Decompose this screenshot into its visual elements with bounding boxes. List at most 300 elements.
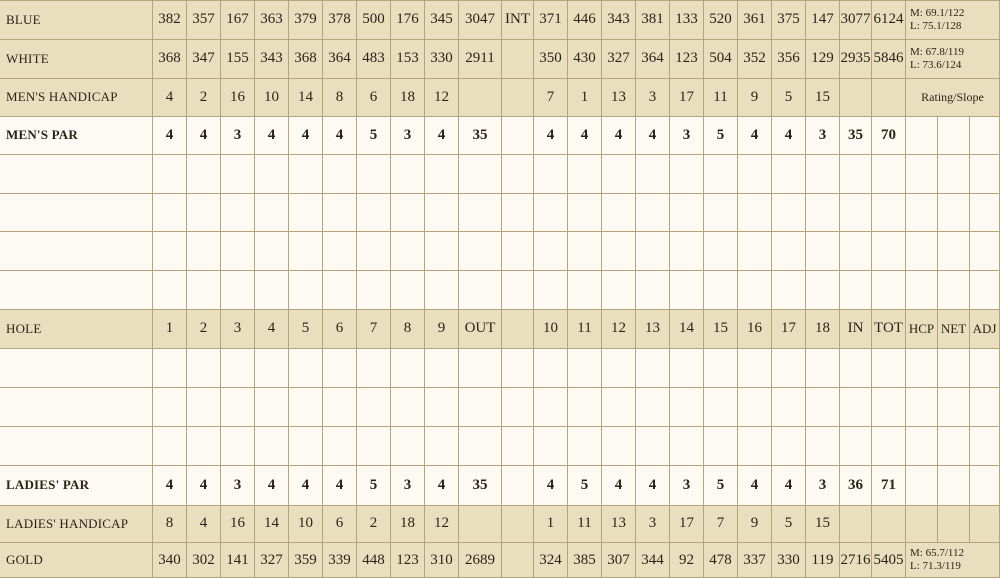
hole-cell: 6	[323, 505, 357, 542]
hole-cell: 9	[738, 505, 772, 542]
hole-cell: 3	[806, 465, 840, 505]
hole-cell: 364	[636, 39, 670, 78]
grid-line	[0, 39, 1000, 40]
hole-cell: 500	[357, 0, 391, 39]
hole-cell: 5	[289, 309, 323, 348]
hole-cell: 339	[323, 542, 357, 578]
scorecard-row	[0, 387, 1000, 426]
int-cell	[502, 154, 534, 193]
hole-cell: 18	[391, 505, 425, 542]
hole-cell: 378	[323, 0, 357, 39]
hole-cell	[425, 154, 459, 193]
hole-cell	[602, 270, 636, 309]
hole-cell: 7	[357, 309, 391, 348]
hole-cell	[357, 348, 391, 387]
out-cell: 2911	[459, 39, 502, 78]
hole-cell	[187, 270, 221, 309]
hole-cell	[255, 231, 289, 270]
hole-cell	[425, 426, 459, 465]
hole-cell	[425, 193, 459, 231]
hole-cell	[602, 387, 636, 426]
hole-cell	[670, 231, 704, 270]
tot-cell: TOT	[872, 309, 906, 348]
hole-cell: 16	[221, 78, 255, 116]
hole-cell	[391, 154, 425, 193]
hole-cell: 4	[738, 116, 772, 154]
out-cell	[459, 231, 502, 270]
in-cell	[840, 270, 872, 309]
grid-line	[0, 426, 1000, 427]
hole-cell	[704, 154, 738, 193]
hole-cell	[255, 270, 289, 309]
hole-cell: 1	[153, 309, 187, 348]
hole-cell	[221, 231, 255, 270]
hole-cell	[738, 154, 772, 193]
grid-line	[0, 231, 1000, 232]
hole-cell: 430	[568, 39, 602, 78]
hole-cell: 4	[568, 116, 602, 154]
hole-cell	[357, 426, 391, 465]
extra-cell	[906, 505, 938, 542]
hole-cell	[187, 426, 221, 465]
int-cell	[502, 116, 534, 154]
hole-cell: 4	[289, 116, 323, 154]
extra-cell	[906, 387, 938, 426]
grid-line	[0, 309, 1000, 310]
hole-cell	[357, 231, 391, 270]
out-cell	[459, 154, 502, 193]
hole-cell: 5	[704, 465, 738, 505]
grid-line	[0, 116, 1000, 117]
grid-line	[0, 193, 1000, 194]
row-label: BLUE	[0, 0, 153, 39]
hole-cell: 356	[772, 39, 806, 78]
hole-cell: 3	[221, 116, 255, 154]
hole-cell: 3	[221, 309, 255, 348]
hole-cell: 1	[534, 505, 568, 542]
row-label	[0, 270, 153, 309]
hole-cell: 11	[704, 78, 738, 116]
hole-cell: 379	[289, 0, 323, 39]
hole-cell: 147	[806, 0, 840, 39]
extra-cell	[938, 465, 970, 505]
hole-cell	[289, 270, 323, 309]
extra-cell	[938, 348, 970, 387]
extra-col-header: ADJ	[970, 309, 1000, 348]
hole-cell	[534, 270, 568, 309]
out-cell	[459, 270, 502, 309]
row-label	[0, 193, 153, 231]
extra-cell	[970, 387, 1000, 426]
hole-cell: 8	[153, 505, 187, 542]
int-cell	[502, 231, 534, 270]
hole-cell	[636, 270, 670, 309]
scorecard-row	[0, 542, 1000, 578]
hole-cell: 4	[255, 465, 289, 505]
extra-cell	[970, 426, 1000, 465]
hole-cell	[636, 426, 670, 465]
hole-cell	[357, 154, 391, 193]
tot-cell	[872, 193, 906, 231]
hole-cell: 5	[772, 505, 806, 542]
hole-cell	[289, 426, 323, 465]
row-label	[0, 426, 153, 465]
hole-cell: 14	[255, 505, 289, 542]
scorecard-row	[0, 116, 1000, 154]
hole-cell: 385	[568, 542, 602, 578]
extra-cell	[938, 387, 970, 426]
hole-cell	[391, 426, 425, 465]
hole-cell: 4	[636, 116, 670, 154]
hole-cell	[738, 426, 772, 465]
hole-cell: 13	[602, 78, 636, 116]
hole-cell	[670, 426, 704, 465]
hole-cell	[534, 387, 568, 426]
hole-cell: 10	[255, 78, 289, 116]
hole-cell: 4	[602, 465, 636, 505]
hole-cell: 4	[255, 116, 289, 154]
extra-cell	[970, 465, 1000, 505]
hole-cell: 15	[806, 78, 840, 116]
tot-cell	[872, 387, 906, 426]
hole-cell	[534, 231, 568, 270]
tot-cell	[872, 348, 906, 387]
hole-cell: 6	[357, 78, 391, 116]
hole-cell: 478	[704, 542, 738, 578]
hole-cell	[391, 231, 425, 270]
row-label: GOLD	[0, 542, 153, 578]
tot-cell	[872, 78, 906, 116]
hole-cell	[704, 270, 738, 309]
hole-cell: 10	[289, 505, 323, 542]
hole-cell: 14	[670, 309, 704, 348]
hole-cell: 15	[704, 309, 738, 348]
hole-cell	[323, 270, 357, 309]
hole-cell	[704, 231, 738, 270]
hole-cell: 2	[187, 78, 221, 116]
row-label: LADIES' HANDICAP	[0, 505, 153, 542]
hole-cell	[772, 270, 806, 309]
hole-cell: 5	[772, 78, 806, 116]
hole-cell: 375	[772, 0, 806, 39]
hole-cell: 4	[153, 116, 187, 154]
extra-cell	[970, 505, 1000, 542]
hole-cell: 3	[391, 116, 425, 154]
hole-cell: 92	[670, 542, 704, 578]
hole-cell	[391, 387, 425, 426]
scorecard-row	[0, 348, 1000, 387]
rating-slope	[906, 0, 1000, 39]
hole-cell: 343	[602, 0, 636, 39]
hole-cell: 5	[704, 116, 738, 154]
out-cell	[459, 426, 502, 465]
hole-cell: 504	[704, 39, 738, 78]
hole-cell: 357	[187, 0, 221, 39]
scorecard-row	[0, 0, 1000, 39]
hole-cell: 4	[738, 465, 772, 505]
hole-cell: 4	[323, 465, 357, 505]
grid-line	[0, 505, 1000, 506]
grid-line	[0, 387, 1000, 388]
out-cell: 35	[459, 465, 502, 505]
scorecard-row	[0, 309, 1000, 348]
scorecard-row	[0, 505, 1000, 542]
hole-cell: 12	[602, 309, 636, 348]
hole-cell: 13	[636, 309, 670, 348]
hole-cell: 3	[670, 465, 704, 505]
hole-cell	[153, 231, 187, 270]
out-cell: OUT	[459, 309, 502, 348]
hole-cell	[153, 154, 187, 193]
hole-cell: 359	[289, 542, 323, 578]
hole-cell	[772, 348, 806, 387]
hole-cell: 119	[806, 542, 840, 578]
hole-cell: 16	[738, 309, 772, 348]
hole-cell	[255, 426, 289, 465]
hole-cell: 133	[670, 0, 704, 39]
hole-cell	[636, 387, 670, 426]
in-cell	[840, 193, 872, 231]
hole-cell: 5	[357, 116, 391, 154]
grid-line	[0, 465, 1000, 466]
hole-cell: 155	[221, 39, 255, 78]
hole-cell	[221, 387, 255, 426]
hole-cell	[670, 348, 704, 387]
in-cell	[840, 505, 872, 542]
hole-cell	[255, 348, 289, 387]
extra-cell	[938, 193, 970, 231]
tot-cell: 71	[872, 465, 906, 505]
int-cell	[502, 426, 534, 465]
hole-cell: 368	[289, 39, 323, 78]
in-cell: 35	[840, 116, 872, 154]
extra-cell	[938, 426, 970, 465]
hole-cell	[636, 154, 670, 193]
rating-line: M: 69.1/122	[910, 6, 965, 19]
hole-cell: 6	[323, 309, 357, 348]
hole-cell	[806, 426, 840, 465]
hole-cell: 10	[534, 309, 568, 348]
in-cell	[840, 348, 872, 387]
hole-cell: 343	[255, 39, 289, 78]
in-cell: 2935	[840, 39, 872, 78]
hole-cell	[602, 348, 636, 387]
hole-cell	[670, 154, 704, 193]
hole-cell	[323, 154, 357, 193]
hole-cell	[289, 231, 323, 270]
hole-cell	[425, 387, 459, 426]
hole-cell: 4	[534, 465, 568, 505]
hole-cell	[568, 154, 602, 193]
hole-cell: 4	[187, 465, 221, 505]
hole-cell: 4	[602, 116, 636, 154]
extra-col-header: HCP	[906, 309, 938, 348]
rating-line: M: 67.8/119	[910, 45, 964, 58]
hole-cell	[738, 193, 772, 231]
hole-cell: 123	[670, 39, 704, 78]
tot-cell: 6124	[872, 0, 906, 39]
in-cell	[840, 387, 872, 426]
hole-cell: 8	[323, 78, 357, 116]
hole-cell: 18	[391, 78, 425, 116]
hole-cell	[738, 231, 772, 270]
int-cell	[502, 387, 534, 426]
in-cell	[840, 78, 872, 116]
hole-cell: 3	[221, 465, 255, 505]
hole-cell: 17	[772, 309, 806, 348]
int-cell: INT	[502, 0, 534, 39]
out-cell: 2689	[459, 542, 502, 578]
extra-cell	[970, 116, 1000, 154]
hole-cell	[425, 231, 459, 270]
hole-cell: 9	[738, 78, 772, 116]
row-label: WHITE	[0, 39, 153, 78]
hole-cell	[187, 154, 221, 193]
hole-cell: 15	[806, 505, 840, 542]
hole-cell	[187, 193, 221, 231]
grid-line	[0, 542, 1000, 543]
rating-slope	[906, 39, 1000, 78]
int-cell	[502, 270, 534, 309]
hole-cell: 347	[187, 39, 221, 78]
hole-cell: 141	[221, 542, 255, 578]
hole-cell	[289, 154, 323, 193]
int-cell	[502, 39, 534, 78]
grid-line	[0, 270, 1000, 271]
tot-cell	[872, 505, 906, 542]
hole-cell	[221, 270, 255, 309]
hole-cell	[357, 193, 391, 231]
hole-cell: 129	[806, 39, 840, 78]
hole-cell	[670, 270, 704, 309]
hole-cell: 4	[187, 116, 221, 154]
hole-cell	[738, 348, 772, 387]
hole-cell: 330	[425, 39, 459, 78]
tot-cell	[872, 231, 906, 270]
row-label	[0, 348, 153, 387]
out-cell: 3047	[459, 0, 502, 39]
hole-cell	[289, 348, 323, 387]
hole-cell	[806, 348, 840, 387]
hole-cell	[704, 193, 738, 231]
int-cell	[502, 193, 534, 231]
extra-cell	[906, 193, 938, 231]
hole-cell	[221, 154, 255, 193]
hole-cell: 17	[670, 505, 704, 542]
hole-cell: 4	[153, 465, 187, 505]
hole-cell	[153, 270, 187, 309]
hole-cell	[153, 193, 187, 231]
hole-cell: 327	[255, 542, 289, 578]
scorecard-row	[0, 78, 1000, 116]
hole-cell	[255, 193, 289, 231]
hole-cell: 381	[636, 0, 670, 39]
row-label	[0, 387, 153, 426]
hole-cell	[357, 270, 391, 309]
hole-cell	[806, 387, 840, 426]
hole-cell: 361	[738, 0, 772, 39]
hole-cell: 3	[636, 78, 670, 116]
extra-cell	[938, 231, 970, 270]
scorecard-row	[0, 231, 1000, 270]
hole-cell	[602, 193, 636, 231]
hole-cell	[153, 387, 187, 426]
hole-cell: 18	[806, 309, 840, 348]
tot-cell	[872, 426, 906, 465]
in-cell: IN	[840, 309, 872, 348]
tot-cell	[872, 154, 906, 193]
hole-cell	[568, 348, 602, 387]
extra-cell	[938, 505, 970, 542]
in-cell	[840, 231, 872, 270]
hole-cell	[738, 387, 772, 426]
row-label: HOLE	[0, 309, 153, 348]
hole-cell	[772, 193, 806, 231]
hole-cell	[602, 426, 636, 465]
scorecard-row	[0, 154, 1000, 193]
hole-cell	[425, 270, 459, 309]
hole-cell: 4	[425, 465, 459, 505]
hole-cell: 5	[568, 465, 602, 505]
hole-cell: 382	[153, 0, 187, 39]
extra-cell	[970, 154, 1000, 193]
grid-line	[0, 0, 1000, 1]
out-cell	[459, 387, 502, 426]
hole-cell: 4	[289, 465, 323, 505]
int-cell	[502, 348, 534, 387]
int-cell	[502, 309, 534, 348]
hole-cell	[670, 193, 704, 231]
hole-cell	[772, 231, 806, 270]
grid-line	[0, 154, 1000, 155]
hole-cell: 167	[221, 0, 255, 39]
hole-cell: 123	[391, 542, 425, 578]
in-cell: 36	[840, 465, 872, 505]
hole-cell: 371	[534, 0, 568, 39]
hole-cell	[289, 387, 323, 426]
hole-cell	[534, 426, 568, 465]
hole-cell	[255, 154, 289, 193]
extra-cell	[970, 193, 1000, 231]
hole-cell	[323, 231, 357, 270]
hole-cell: 310	[425, 542, 459, 578]
hole-cell: 9	[425, 309, 459, 348]
hole-cell	[187, 348, 221, 387]
hole-cell: 3	[636, 505, 670, 542]
tot-cell	[872, 270, 906, 309]
hole-cell	[704, 387, 738, 426]
row-label: MEN'S PAR	[0, 116, 153, 154]
int-cell	[502, 78, 534, 116]
hole-cell: 4	[534, 116, 568, 154]
out-cell: 35	[459, 116, 502, 154]
hole-cell: 16	[221, 505, 255, 542]
hole-cell	[670, 387, 704, 426]
hole-cell	[153, 348, 187, 387]
hole-cell	[568, 193, 602, 231]
scorecard-row	[0, 193, 1000, 231]
hole-cell: 1	[568, 78, 602, 116]
hole-cell: 7	[534, 78, 568, 116]
hole-cell	[323, 193, 357, 231]
hole-cell	[221, 426, 255, 465]
hole-cell	[636, 231, 670, 270]
extra-cell	[906, 116, 938, 154]
hole-cell	[568, 231, 602, 270]
hole-cell: 368	[153, 39, 187, 78]
grid-line	[0, 348, 1000, 349]
hole-cell: 364	[323, 39, 357, 78]
